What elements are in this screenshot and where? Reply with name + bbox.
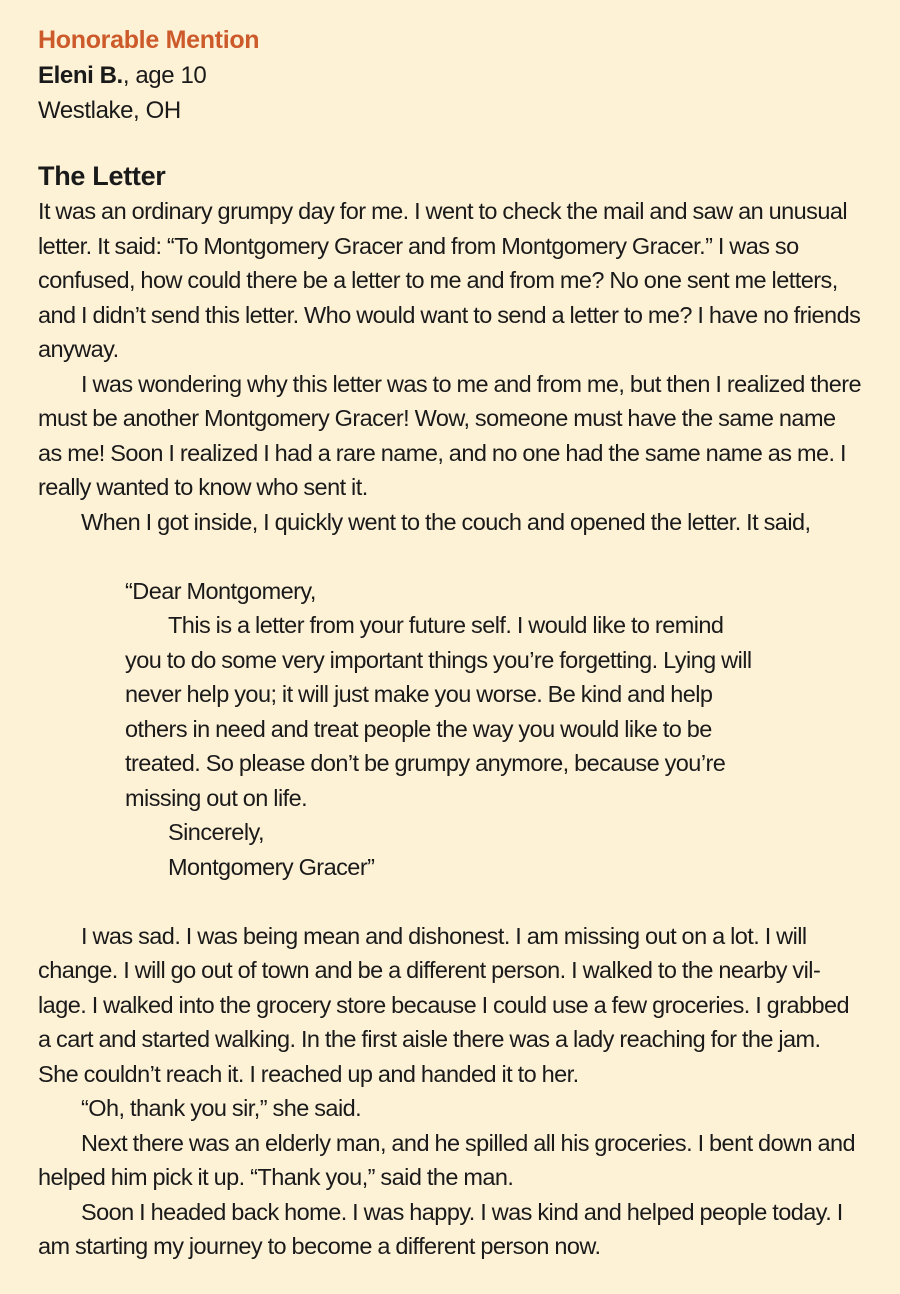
author-line bbox=[38, 58, 862, 93]
story-paragraph: I was wondering why this letter was to me and from me, but then I realized there must be another Montgomery Gracer! Wow, someone must have the same name as me! Soon I realized I had a rare name, and no one had the same name as me. I really wanted to know who sent it. bbox=[38, 370, 862, 500]
author-name: Eleni B. bbox=[38, 62, 123, 89]
award-heading: Honorable Mention bbox=[38, 26, 260, 54]
letter-closing: Sincerely, bbox=[168, 819, 264, 845]
letter-signature: Montgomery Gracer” bbox=[168, 853, 375, 880]
story-title: The Letter bbox=[38, 161, 166, 191]
story-paragraph: I was sad. I was being mean and dishonest. I am missing out on a lot. I will change. I will go out of town and be a different person. I walked to the nearby vil-lage. I walked into the grocery store because I could use a few groceries. I grabbed a cart and started walking. In the first aisle there was a lady reaching for the jam. She couldn’t reach it. I reached up and handed it to her. bbox=[38, 922, 850, 1087]
story-paragraph: “Oh, thank you sir,” she said. bbox=[81, 1095, 362, 1121]
author-age: , age 10 bbox=[122, 62, 207, 89]
author-location: Westlake, OH bbox=[38, 97, 181, 124]
story-paragraph: Soon I headed back home. I was happy. I was kind and helped people today. I am starting my journey to become a different person now. bbox=[38, 1198, 843, 1259]
letter-block bbox=[125, 574, 765, 885]
story-paragraph: When I got inside, I quickly went to the couch and opened the letter. It said, bbox=[81, 508, 811, 535]
story-paragraph: It was an ordinary grumpy day for me. I went to check the mail and saw an unusual letter. It said: “To Montgomery Gracer and from Montgomery Gracer.” I was so confused, how could there be a letter to me and from me? No one sent me letters, and I didn’t send this letter. Who would want to send a letter to me? I have no friends anyway. bbox=[38, 198, 861, 362]
letter-body: This is a letter from your future self. I would like to remind you to do some very important things you’re forgetting. Lying will never help you; it will just make you worse. Be kind and help others in need and treat people the way you would like to be treated. So please don’t be grumpy anymore, because you’re missing out on life. bbox=[125, 612, 752, 811]
story-paragraph: Next there was an elderly man, and he spilled all his groceries. I bent down and helped him pick it up. “Thank you,” said the man. bbox=[38, 1129, 856, 1190]
story-body bbox=[38, 194, 862, 1264]
letter-greeting: “Dear Montgomery, bbox=[125, 577, 316, 604]
